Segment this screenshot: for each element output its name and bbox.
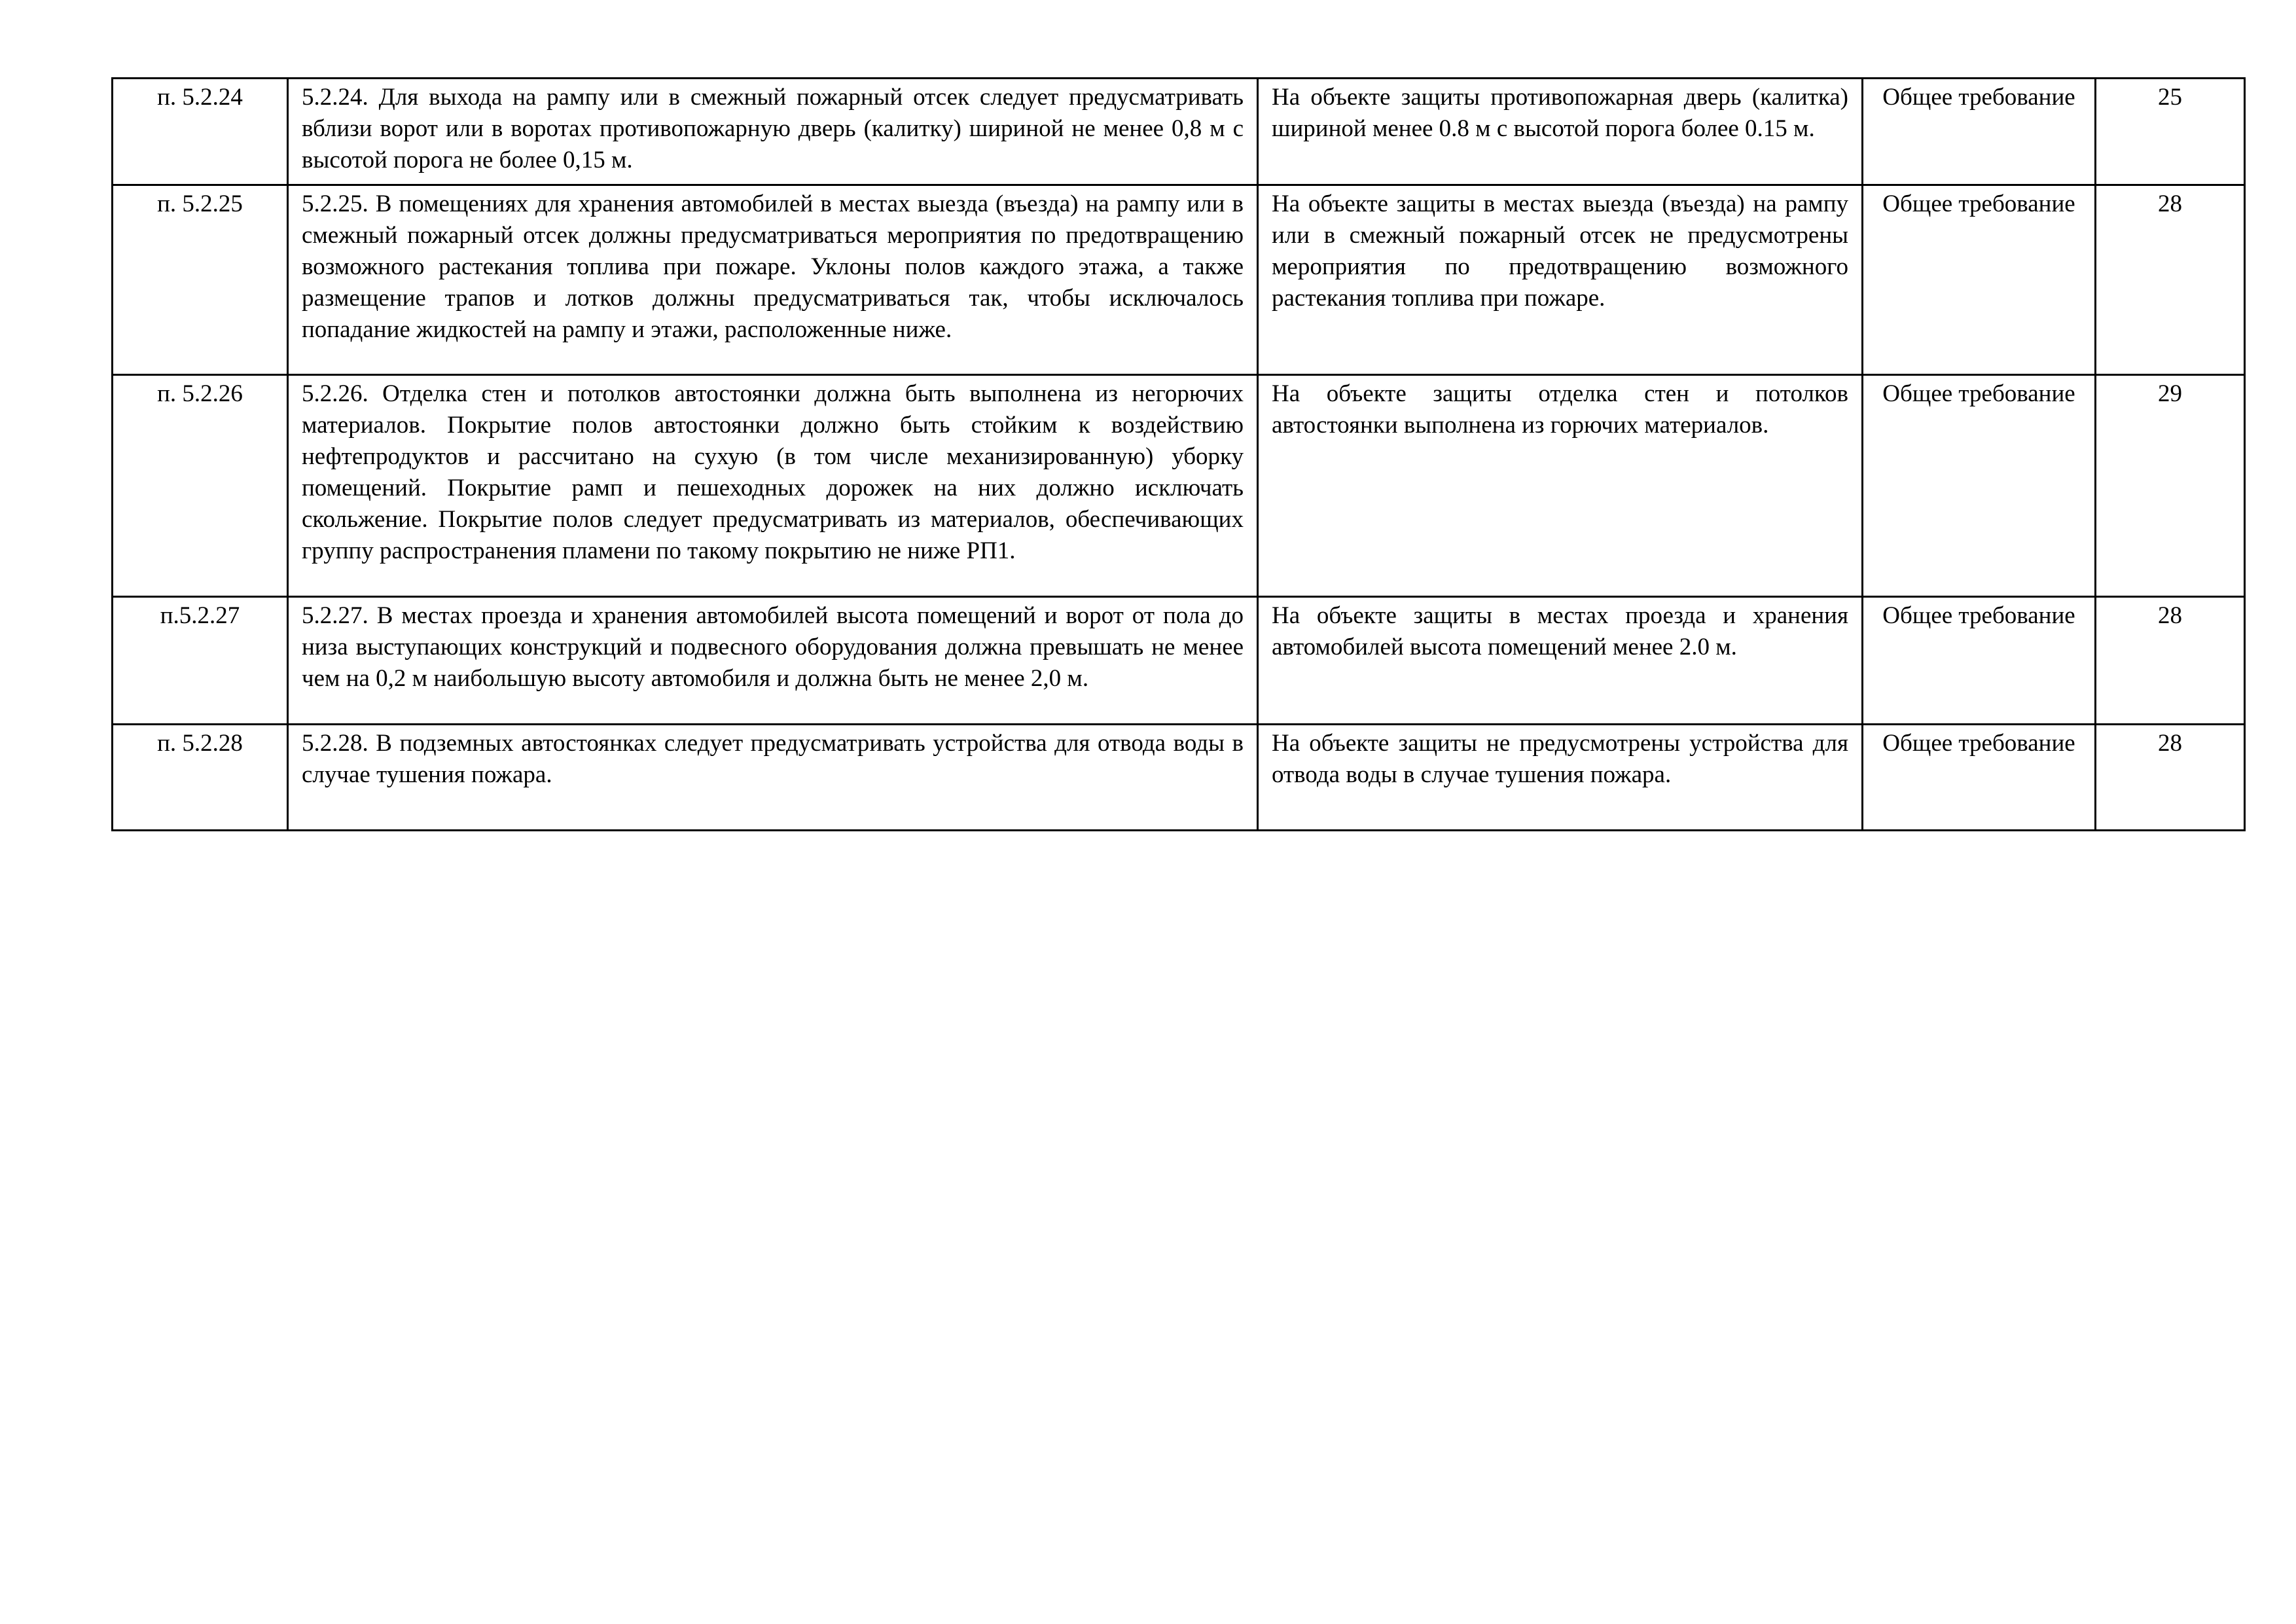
clause-reference-cell: п. 5.2.28 — [113, 725, 288, 831]
number-cell: 29 — [2096, 375, 2245, 597]
requirement-text-cell: 5.2.25. В помещениях для хранения автомобилей в местах выезда (въезда) на рампу или в смежный пожарный отсек должны предусматриваться мероприятия по предотвращению возможного растекания топлива при пожаре. Уклоны полов каждого этажа, а также размещение трапов и лотков должны предусматриваться так, чтобы исключалось попадание жидкостей на рампу и этажи, расположенные ниже. — [288, 185, 1258, 375]
violation-finding-cell: На объекте защиты не предусмотрены устройства для отвода воды в случае тушения пожара. — [1258, 725, 1863, 831]
requirement-type-cell: Общее требование — [1863, 185, 2096, 375]
clause-reference-cell: п.5.2.27 — [113, 597, 288, 725]
table-row — [113, 185, 2245, 375]
violation-finding-cell: На объекте защиты отделка стен и потолков автостоянки выполнена из горючих материалов. — [1258, 375, 1863, 597]
number-cell: 28 — [2096, 185, 2245, 375]
requirement-type-cell: Общее требование — [1863, 597, 2096, 725]
violation-finding-cell: На объекте защиты противопожарная дверь (калитка) шириной менее 0.8 м с высотой порога более 0.15 м. — [1258, 79, 1863, 185]
violation-finding-cell: На объекте защиты в местах выезда (въезда) на рампу или в смежный пожарный отсек не предусмотрены мероприятия по предотвращению возможного растекания топлива при пожаре. — [1258, 185, 1863, 375]
violation-finding-cell: На объекте защиты в местах проезда и хранения автомобилей высота помещений менее 2.0 м. — [1258, 597, 1863, 725]
requirements-table — [111, 77, 2246, 831]
clause-reference-cell: п. 5.2.24 — [113, 79, 288, 185]
table-row — [113, 79, 2245, 185]
clause-reference-cell: п. 5.2.25 — [113, 185, 288, 375]
requirement-text-cell: 5.2.28. В подземных автостоянках следует предусматривать устройства для отвода воды в случае тушения пожара. — [288, 725, 1258, 831]
number-cell: 28 — [2096, 597, 2245, 725]
table-row — [113, 725, 2245, 831]
clause-reference-cell: п. 5.2.26 — [113, 375, 288, 597]
requirement-text-cell: 5.2.27. В местах проезда и хранения автомобилей высота помещений и ворот от пола до низа выступающих конструкций и подвесного оборудования должна превышать не менее чем на 0,2 м наибольшую высоту автомобиля и должна быть не менее 2,0 м. — [288, 597, 1258, 725]
requirement-text-cell: 5.2.26. Отделка стен и потолков автостоянки должна быть выполнена из негорючих материалов. Покрытие полов автостоянки должно быть стойким к воздействию нефтепродуктов и рассчитано на сухую (в том числе механизированную) уборку помещений. Покрытие рамп и пешеходных дорожек на них должно исключать скольжение. Покрытие полов следует предусматривать из материалов, обеспечивающих группу распространения пламени по такому покрытию не ниже РП1. — [288, 375, 1258, 597]
requirement-type-cell: Общее требование — [1863, 375, 2096, 597]
requirement-text-cell: 5.2.24. Для выхода на рампу или в смежный пожарный отсек следует предусматривать вблизи ворот или в воротах противопожарную дверь (калитку) шириной не менее 0,8 м с высотой порога не более 0,15 м. — [288, 79, 1258, 185]
requirement-type-cell: Общее требование — [1863, 79, 2096, 185]
number-cell: 28 — [2096, 725, 2245, 831]
table-row — [113, 597, 2245, 725]
number-cell: 25 — [2096, 79, 2245, 185]
requirement-type-cell: Общее требование — [1863, 725, 2096, 831]
table-row — [113, 375, 2245, 597]
